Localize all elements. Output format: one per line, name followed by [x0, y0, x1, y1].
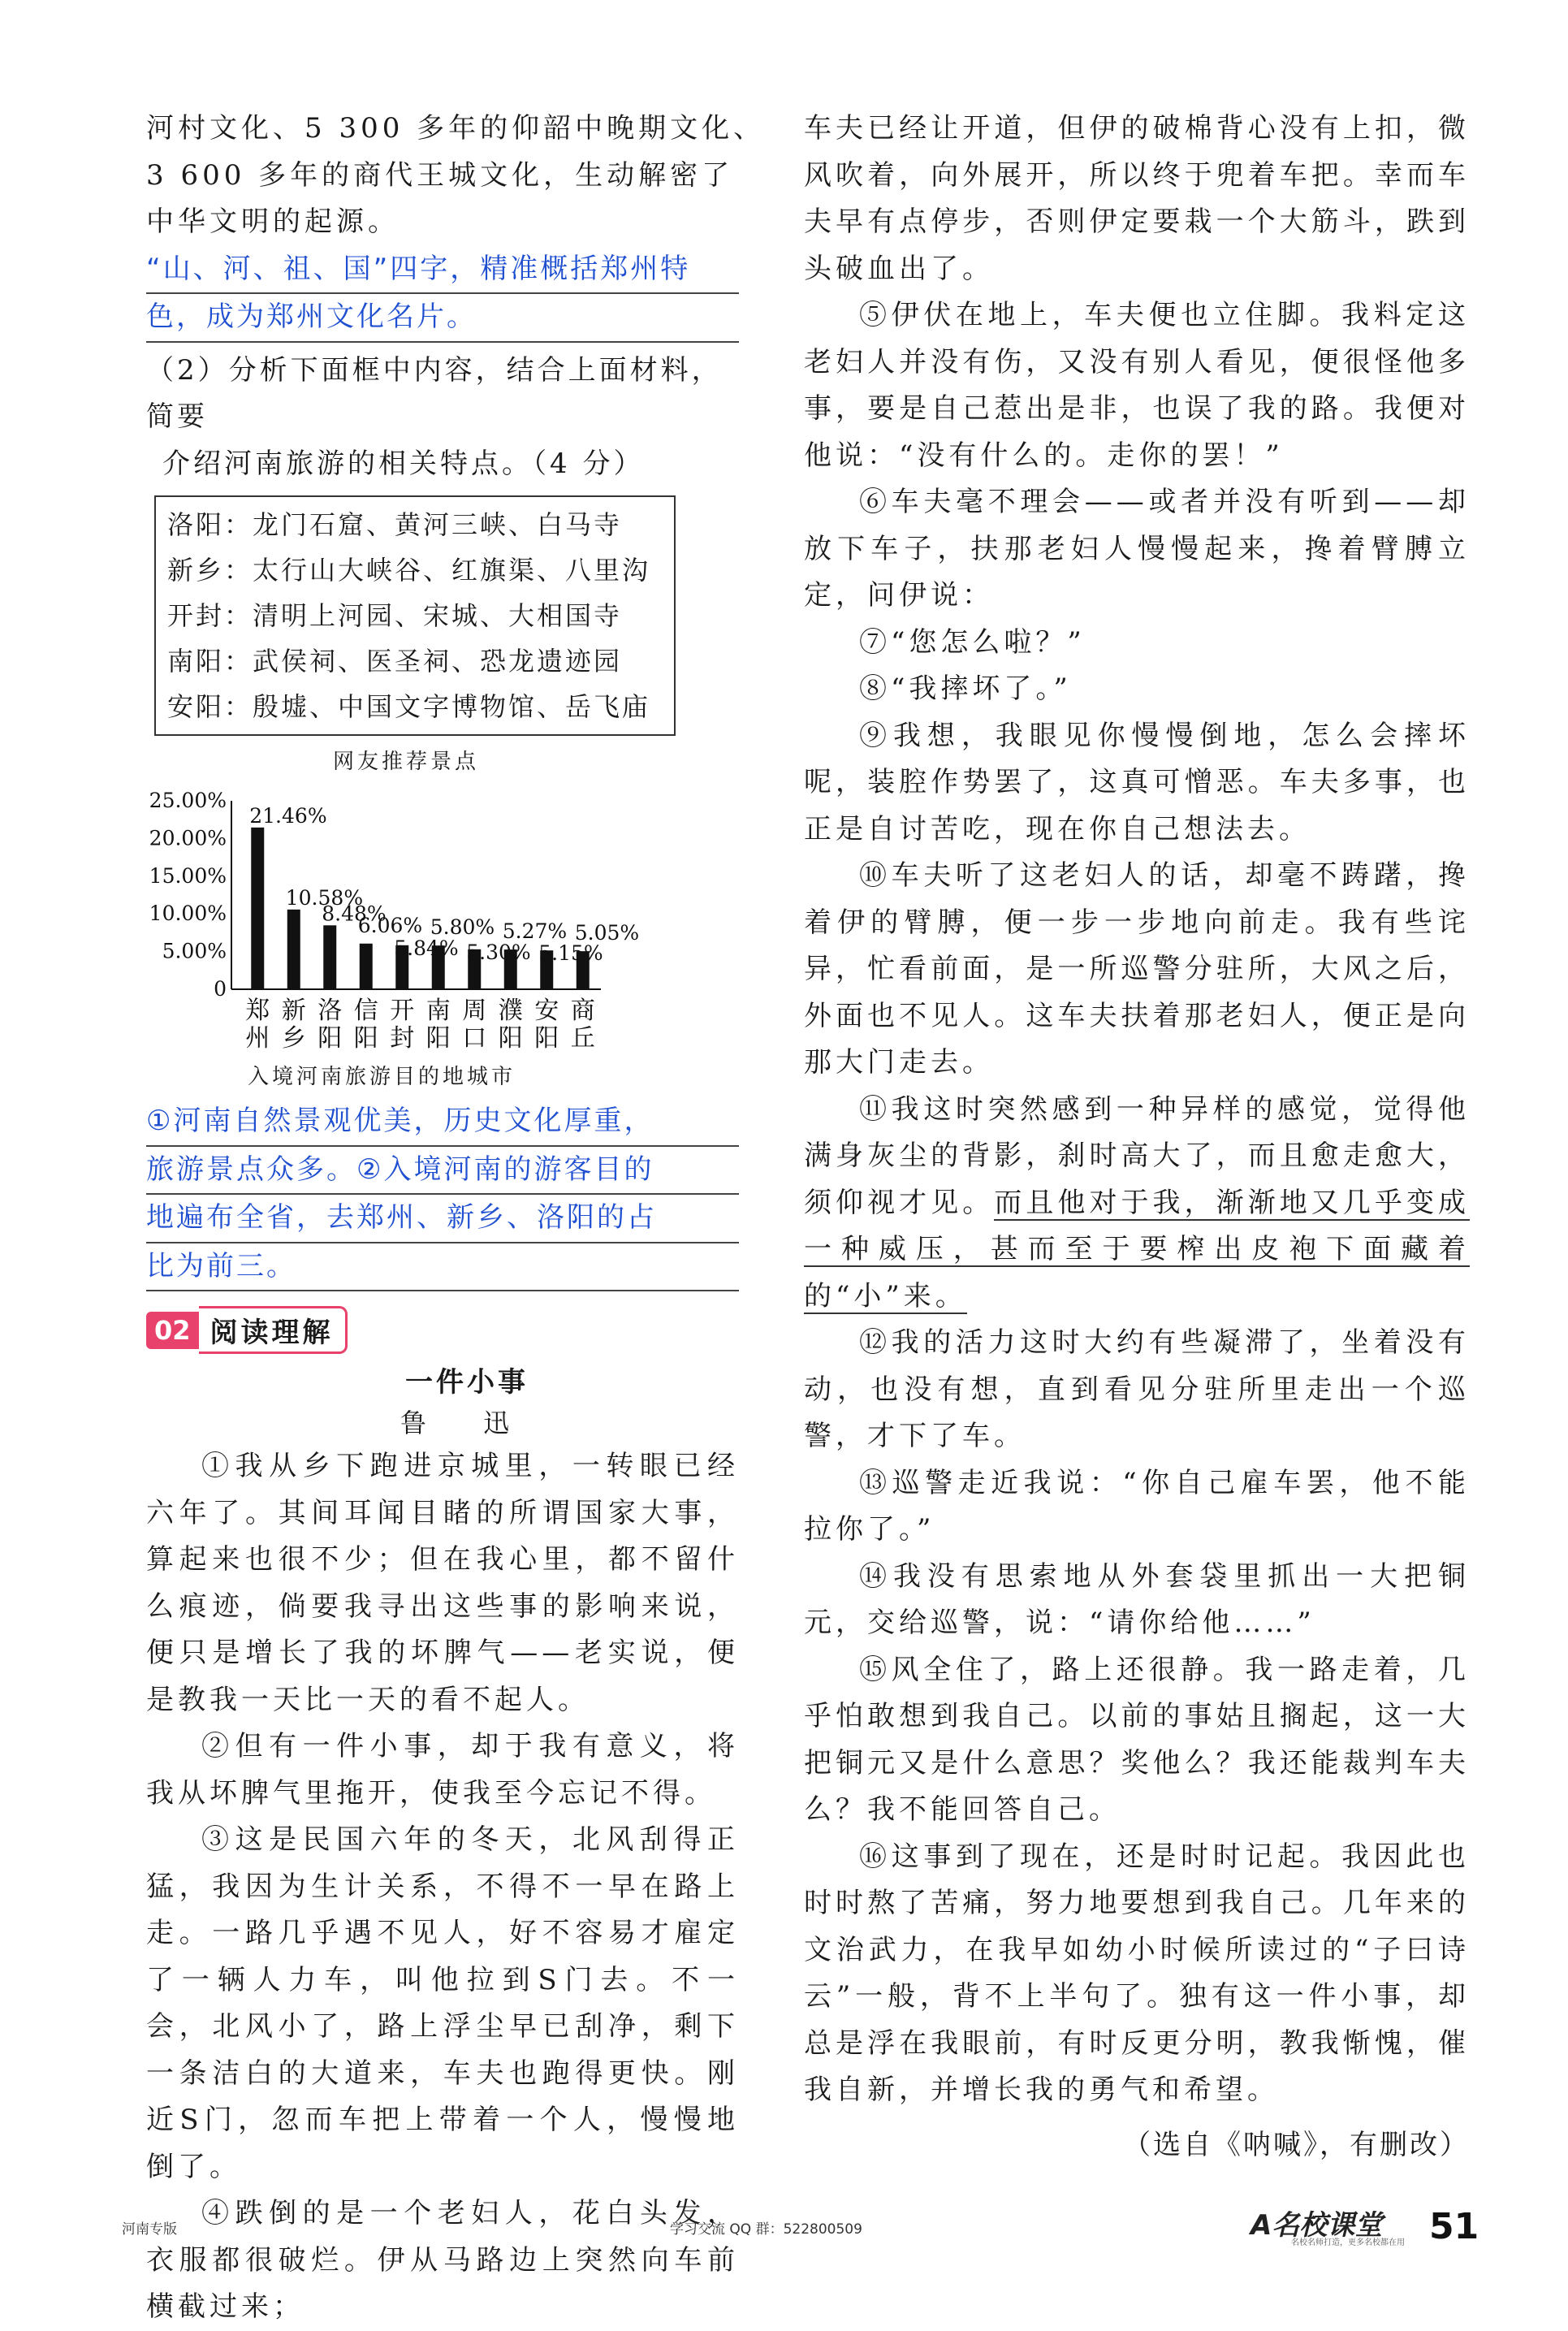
bar-value-label: 21.46%: [249, 803, 327, 828]
x-tick-label: 口: [462, 1024, 487, 1053]
bar-value-label: 8.48%: [322, 902, 387, 926]
edition-label: 河南专版: [122, 2221, 177, 2238]
bar-chart: [146, 780, 739, 1062]
qq-group: 学习交流 QQ 群：522800509: [670, 2221, 862, 2238]
answer-line: ①河南自然景观优美，历史文化厚重，: [146, 1098, 739, 1147]
bar-value-label: 5.84%: [394, 936, 459, 960]
story-paragraph: ⑫我的活力这时大约有些凝滞了，坐着没有动，也没有想，直到看见分驻所里走出一个巡警，才下了车。: [804, 1326, 1470, 1452]
x-tick-label: 丘: [570, 1024, 595, 1053]
x-tick-label: 南: [425, 997, 451, 1025]
box-row: 洛阳：龙门石窟、黄河三峡、白马寺: [167, 509, 623, 540]
intro-line: 3 600 多年的商代王城文化，生动解密了: [146, 158, 734, 192]
bar: [287, 910, 300, 989]
x-tick-label: 阳: [534, 1024, 559, 1053]
story-paragraph: ⑬巡警走近我说：“你自己雇车罢，他不能拉你了。”: [804, 1466, 1470, 1546]
x-tick-label: 周: [462, 997, 487, 1025]
answer-line: 比为前三。: [146, 1243, 739, 1292]
answer-line: “山、河、祖、国”四字，精准概括郑州特: [146, 246, 739, 295]
bar-value-label: 5.27%: [502, 919, 568, 944]
question-line: 介绍河南旅游的相关特点。（4 分）: [162, 447, 645, 480]
section-number: 02: [146, 1312, 199, 1349]
story-paragraph: ⑨我想，我眼见你慢慢倒地，怎么会摔坏呢，装腔作势罢了，这真可憎恶。车夫多事，也正是自讨苦吃，现在你自己想法去。: [804, 719, 1470, 845]
x-tick-label: 开: [390, 997, 415, 1025]
story-paragraph: 车夫已经让开道，但伊的破棉背心没有上扣，微风吹着，向外展开，所以终于兜着车把。幸而车夫早有点停步，否则伊定要栽一个大筋斗，跌到头破血出了。: [804, 112, 1470, 285]
recommended-sites-box: [154, 495, 676, 736]
bar: [360, 944, 373, 989]
story-paragraph: ⑦“您怎么啦？”: [859, 625, 1086, 659]
story-paragraph: ①我从乡下跑进京城里，一转眼已经六年了。其间耳闻目睹的所谓国家大事，算起来也很不少；但在我心里，都不留什么痕迹，倘要我寻出这些事的影响来说，便只是增长了我的坏脾气——老实说，便是教我一天比一天的看不起人。: [146, 1450, 739, 1716]
bar-value-label: 10.58%: [285, 885, 364, 910]
answer-line: 旅游景点众多。②入境河南的游客目的: [146, 1147, 739, 1196]
bar: [251, 828, 264, 989]
x-tick-label: 新: [281, 997, 306, 1025]
source-citation: （选自《呐喊》，有删改）: [1123, 2128, 1470, 2161]
story-paragraph: ⑭我没有思索地从外套袋里抓出一大把铜元，交给巡警，说：“请你给他……”: [804, 1559, 1470, 1639]
p11-plain: ⑪我这时突然感到一种异样的感觉，觉得他满身灰尘的背影，刹时高大了，而且愈走愈大，须仰视才见。: [804, 1092, 1470, 1219]
x-tick-labels: [245, 997, 595, 1053]
answer-1: [146, 246, 739, 343]
box-row: 新乡：太行山大峡谷、红旗渠、八里沟: [167, 555, 651, 586]
y-tick-label: 25.00%: [149, 789, 227, 812]
box-caption: 网友推荐景点: [332, 750, 479, 774]
x-tick-label: 洛: [317, 997, 343, 1025]
story-paragraph: ⑩车夫听了这老妇人的话，却毫不踌躇，搀着伊的臂膊，便一步一步地向前走。我有些诧异，忙看前面，是一所巡警分驻所，大风之后，外面也不见人。这车夫扶着那老妇人，便正是向那大门走去。: [804, 859, 1470, 1079]
intro-text: [146, 106, 766, 246]
story-paragraph: ⑯这事到了现在，还是时时记起。我因此也时时熬了苦痛，努力地要想到我自己。几年来的文治武力，在我早如幼小时候所读过的“子曰诗云”一般，背不上半句了。独有这一件小事，却总是浮在我眼前，有时反更分明，教我惭愧，催我自新，并增长我的勇气和希望。: [804, 1840, 1470, 2106]
y-tick-label: 15.00%: [149, 863, 227, 888]
x-tick-label: 濮: [498, 997, 523, 1025]
p11-underlined-sentence: 而且他对于我，渐渐地又几乎变成一种威压，甚而至于要榨出皮袍下面藏着的“小”来。: [804, 1186, 1471, 1313]
y-tick-label: 10.00%: [149, 902, 227, 926]
intro-line: 河村文化、5 300 多年的仰韶中晚期文化、: [146, 112, 766, 145]
question-line: （2）分析下面框中内容，结合上面材料，简要: [146, 353, 723, 433]
brand-logo: A名校课堂: [1251, 2209, 1383, 2242]
story-title: 一件小事: [405, 1366, 529, 1399]
page-footer: [122, 2203, 1479, 2251]
x-tick-label: 阳: [425, 1024, 451, 1053]
x-tick-label: 州: [245, 1024, 270, 1053]
intro-line: 中华文明的起源。: [146, 205, 400, 238]
chart-title: 入境河南旅游目的地城市: [247, 1065, 516, 1089]
x-tick-label: 商: [570, 997, 595, 1025]
page-number: 51: [1429, 2206, 1479, 2247]
y-tick-label: 5.00%: [162, 939, 227, 963]
story-paragraph: ④跌倒的是一个老妇人，花白头发，衣服都很破烂。伊从马路边上突然向车前横截过来；: [146, 2197, 739, 2323]
bar-value-label: 5.80%: [430, 915, 495, 940]
bar-value-label: 5.30%: [466, 940, 531, 964]
x-tick-label: 安: [534, 997, 559, 1025]
story-paragraph-11: [804, 1087, 1470, 1321]
brand-slogan: 名校名师打造，更多名校都在用: [1291, 2238, 1405, 2247]
question-2: [146, 348, 739, 488]
story-author: 鲁 迅: [400, 1408, 534, 1438]
box-row: 开封：清明上河园、宋城、大相国寺: [167, 600, 623, 631]
x-tick-label: 阳: [498, 1024, 523, 1053]
x-tick-label: 阳: [353, 1024, 378, 1053]
x-tick-label: 信: [353, 997, 378, 1025]
bar-value-label: 5.05%: [574, 921, 640, 945]
answer-2: [146, 1098, 739, 1291]
right-column: [804, 106, 1470, 2169]
y-tick-label: 20.00%: [149, 826, 227, 850]
x-tick-label: 封: [390, 1024, 415, 1053]
story-paragraph: ②但有一件小事，却于我有意义，将我从坏脾气里拖开，使我至今忘记不得。: [146, 1730, 739, 1810]
bar: [323, 925, 336, 989]
y-tick-label: 0: [214, 977, 227, 1001]
story-paragraph: ⑮风全住了，路上还很静。我一路走着，几乎怕敢想到我自己。以前的事姑且搁起，这一大把铜元又是什么意思？奖他么？我还能裁判车夫么？我不能回答自己。: [804, 1653, 1470, 1826]
x-tick-label: 郑: [245, 997, 270, 1025]
story-paragraph: ⑥车夫毫不理会——或者并没有听到——却放下车子，扶那老妇人慢慢起来，搀着臂膊立定，问伊说：: [804, 486, 1470, 612]
x-tick-label: 乡: [281, 1024, 306, 1053]
answer-line: 地遍布全省，去郑州、新乡、洛阳的占: [146, 1195, 739, 1243]
y-tick-labels: [149, 789, 227, 1001]
section-title: 阅读理解: [199, 1306, 348, 1354]
bar-value-label: 6.06%: [357, 913, 423, 937]
section-header: [146, 1306, 739, 1354]
x-tick-label: 阳: [317, 1024, 343, 1053]
answer-line: 色，成为郑州文化名片。: [146, 294, 739, 343]
story-paragraph: ⑧“我摔坏了。”: [859, 672, 1072, 705]
bar-value-label: 5.15%: [538, 941, 603, 966]
story-paragraph: ⑤伊伏在地上，车夫便也立住脚。我料定这老妇人并没有伤，又没有别人看见，便很怪他多事，要是自己惹出是非，也误了我的路。我便对他说：“没有什么的。走你的罢！”: [804, 299, 1470, 472]
story-paragraph: ③这是民国六年的冬天，北风刮得正猛，我因为生计关系，不得不一早在路上走。一路几乎遇不见人，好不容易才雇定了一辆人力车，叫他拉到S门去。不一会，北风小了，路上浮尘早已刮净，剩下一条洁白的大道来，车夫也跑得更快。刚近S门，忽而车把上带着一个人，慢慢地倒了。: [146, 1823, 739, 2183]
box-row: 南阳：武侯祠、医圣祠、恐龙遗迹园: [167, 646, 623, 677]
value-labels: [249, 804, 639, 965]
box-row: 安阳：殷墟、中国文字博物馆、岳飞庙: [167, 691, 651, 722]
